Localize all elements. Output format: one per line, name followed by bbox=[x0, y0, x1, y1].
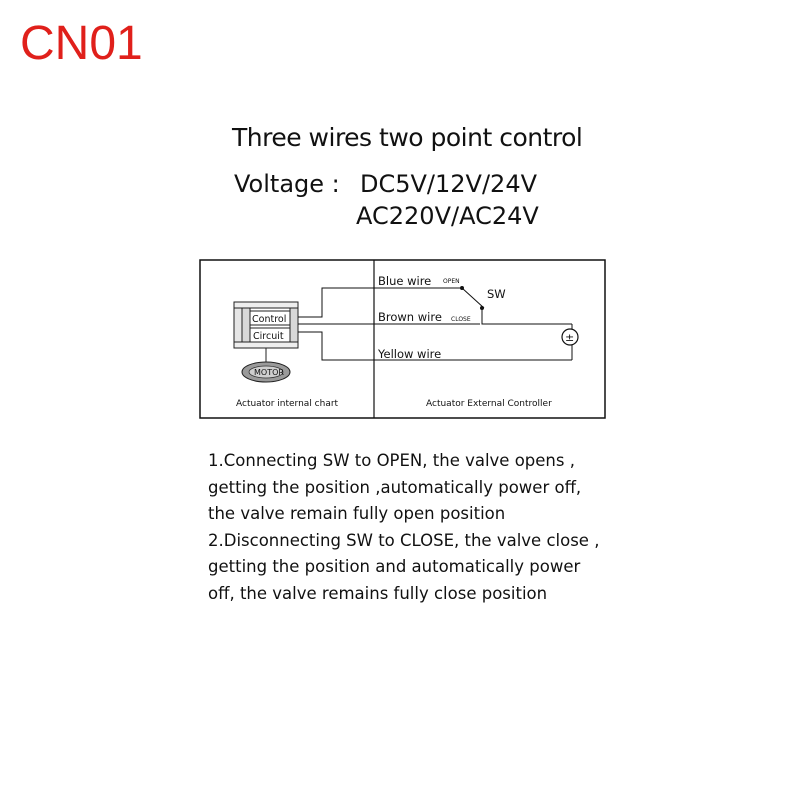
note-line: 1.Connecting SW to OPEN, the valve opens , bbox=[208, 451, 575, 470]
instruction-notes bbox=[208, 448, 628, 607]
blue-wire-label: Blue wire bbox=[378, 274, 432, 288]
note-line: 2.Disconnecting SW to CLOSE, the valve close , bbox=[208, 530, 600, 550]
internal-chart-caption: Actuator internal chart bbox=[236, 399, 339, 409]
open-label: OPEN bbox=[443, 278, 460, 285]
note-line: getting the position and automatically power bbox=[208, 557, 581, 576]
diagram-title: Three wires two point control bbox=[232, 123, 583, 152]
motor-label: MOTOR bbox=[254, 368, 284, 377]
brown-wire-label: Brown wire bbox=[378, 310, 442, 324]
switch-label: SW bbox=[487, 287, 506, 301]
voltage-label: Voltage : bbox=[234, 170, 340, 198]
model-code: CN01 bbox=[20, 17, 143, 70]
control-label: Control bbox=[252, 314, 287, 325]
voltage-dc-values: DC5V/12V/24V bbox=[360, 170, 538, 198]
yellow-wire-label: Yellow wire bbox=[378, 347, 442, 361]
switch-return-line bbox=[482, 308, 572, 324]
switch-blade bbox=[462, 288, 484, 308]
circuit-label: Circuit bbox=[253, 331, 284, 342]
yellow-wire-line-internal bbox=[298, 332, 374, 360]
wiring-diagram bbox=[198, 258, 608, 423]
note-line: off, the valve remains fully close position bbox=[208, 583, 548, 603]
blue-wire-line-internal bbox=[298, 288, 374, 317]
voltage-ac-values: AC220V/AC24V bbox=[356, 202, 539, 230]
note-line: the valve remain fully open position bbox=[208, 504, 506, 523]
power-source-symbol: ± bbox=[565, 331, 575, 344]
close-label: CLOSE bbox=[451, 316, 471, 323]
external-controller-caption: Actuator External Controller bbox=[426, 399, 552, 409]
note-line: getting the position ,automatically power off, bbox=[208, 477, 582, 497]
